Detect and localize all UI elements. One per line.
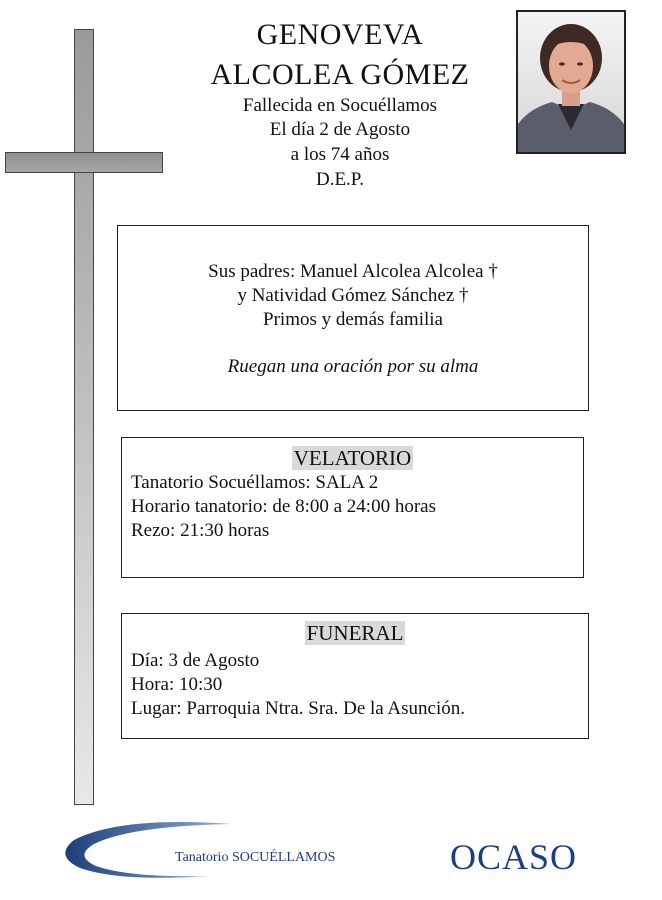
velatorio-rezo: Rezo: 21:30 horas xyxy=(131,520,270,541)
died-location: Fallecida en Socuéllamos xyxy=(242,95,438,116)
velatorio-heading xyxy=(122,446,583,470)
velatorio-hours: Horario tanatorio: de 8:00 a 24:00 horas xyxy=(131,496,436,517)
funeral-place: Lugar: Parroquia Ntra. Sra. De la Asunción. xyxy=(131,698,465,719)
deceased-surname: ALCOLEA GÓMEZ xyxy=(210,58,470,91)
cross-icon-horizontal xyxy=(5,152,163,173)
relatives-line: Primos y demás familia xyxy=(263,309,443,330)
tanatorio-logo-text: Tanatorio SOCUÉLLAMOS xyxy=(175,850,336,865)
portrait-photo xyxy=(516,10,626,154)
funeral-time: Hora: 10:30 xyxy=(131,674,223,695)
parents-line-2: y Natividad Gómez Sánchez † xyxy=(237,285,469,306)
cross-icon-vertical xyxy=(74,29,94,805)
funeral-heading xyxy=(122,621,588,645)
funeral-heading-label: FUNERAL xyxy=(306,621,404,645)
death-date: El día 2 de Agosto xyxy=(269,119,411,140)
velatorio-heading-label: VELATORIO xyxy=(293,446,412,470)
funeral-box xyxy=(121,613,589,739)
age-at-death: a los 74 años xyxy=(290,144,390,165)
prayer-request: Ruegan una oración por su alma xyxy=(227,356,479,377)
portrait-image-icon xyxy=(518,12,624,152)
deceased-first-name: GENOVEVA xyxy=(256,18,424,51)
parents-line-1: Sus padres: Manuel Alcolea Alcolea † xyxy=(208,261,498,282)
rip-text: D.E.P. xyxy=(315,169,365,190)
funeral-day: Día: 3 de Agosto xyxy=(131,650,260,671)
ocaso-logo: OCASO xyxy=(450,837,578,877)
velatorio-box xyxy=(121,437,584,578)
family-box xyxy=(117,225,589,411)
velatorio-place: Tanatorio Socuéllamos: SALA 2 xyxy=(131,472,379,493)
